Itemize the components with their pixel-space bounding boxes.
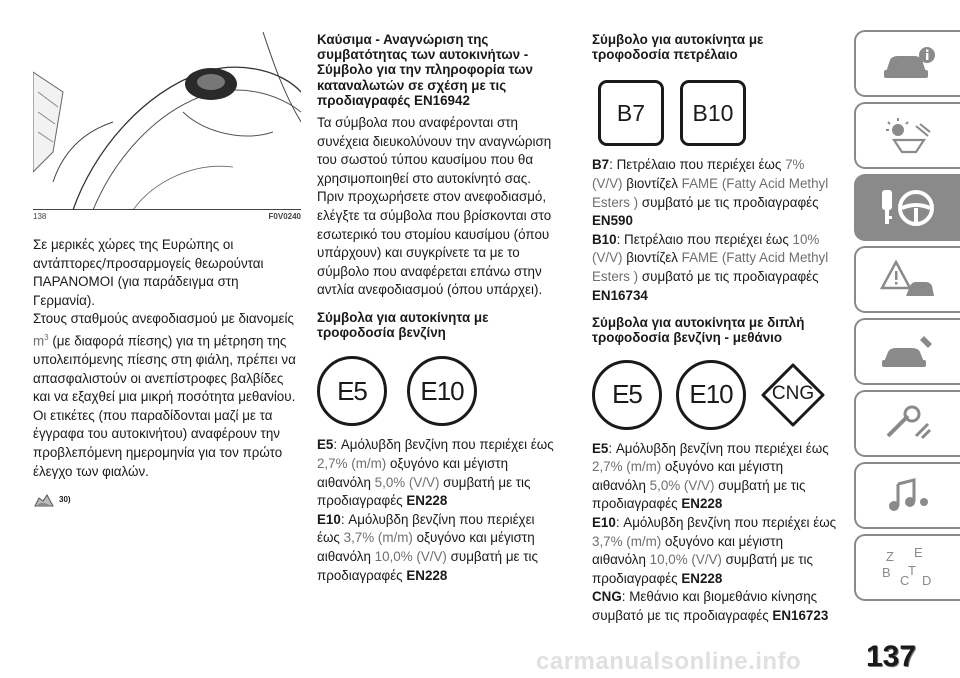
- e10-description: E10: Αμόλυβδη βενζίνη που περιέχει έως 3,7% (m/m) οξυγόνο και μέγιστη αιθανόλη 10,0% (V/V) συμβατή με τις προδιαγραφές EN228: [317, 511, 538, 583]
- car-info-icon: [880, 44, 936, 84]
- watermark: carmanualsonline.info: [536, 648, 802, 675]
- fuel-filler-illustration: [33, 32, 301, 210]
- warning-reference[interactable]: [33, 491, 301, 510]
- b10-description: B10: Πετρέλαιο που περιέχει έως 10% (V/V) βιοντίζελ FAME (Fatty Acid Methyl Esters ) συμβατό με τις προδιαγραφές EN16734: [592, 231, 829, 303]
- petrol-heading: Σύμβολα για αυτοκίνητα με τροφοδοσία βενζίνη: [317, 309, 489, 341]
- index-letter-z: Z: [886, 548, 894, 564]
- hand-warning-icon: [33, 492, 55, 508]
- dashboard-lights-icon: [880, 116, 936, 156]
- petrol-badges: [317, 356, 559, 426]
- index-letter-b: B: [882, 564, 891, 580]
- figure-caption: [33, 212, 301, 222]
- warning-triangle-icon: [880, 260, 936, 300]
- cng-label: CNG: [771, 383, 815, 405]
- bifuel-e10-description: E10: Αμόλυβδη βενζίνη που περιέχει έως 3,7% (m/m) οξυγόνο και μέγιστη αιθανόλη 10,0% (V/V) συμβατή με τις προδιαγραφές EN228: [592, 514, 837, 586]
- badge-e10: E10: [407, 356, 477, 426]
- figure-code: F0V0240: [268, 212, 301, 221]
- col1-paragraph-2: [33, 310, 301, 481]
- cng-description: CNG: Μεθάνιο και βιομεθάνιο κίνησης συμβατό με τις προδιαγραφές EN16723: [592, 589, 829, 623]
- bifuel-heading: Σύμβολα για αυτοκίνητα με διπλή τροφοδοσία βενζίνη - μεθάνιο: [592, 315, 805, 346]
- badge-bifuel-e10: E10: [676, 360, 746, 430]
- chapter-tabs: [854, 30, 960, 606]
- fuel-compat-heading: Καύσιμα - Αναγνώριση της συμβατότητας των αυτοκινήτων - Σύμβολο για την πληροφορία των καταναλωτών σε σχέση με τις προδιαγραφές EN16942: [317, 32, 533, 108]
- tab-key-steering[interactable]: [854, 174, 960, 241]
- tab-car-info[interactable]: [854, 30, 960, 97]
- page-number: 137: [866, 640, 917, 673]
- badge-b7: B7: [598, 80, 664, 146]
- col1-paragraph-1: Σε μερικές χώρες της Ευρώπης οι αντάπτορες/προσαρμογείς θεωρούνται ΠΑΡΑΝΟΜΟΙ (για παράδειγμα στη Γερμανία).: [33, 237, 264, 308]
- figure-number: 138: [33, 212, 47, 221]
- tab-car-service[interactable]: [854, 318, 960, 385]
- diesel-badges: [598, 80, 838, 146]
- index-letter-d: D: [922, 572, 932, 588]
- tab-warning-safety[interactable]: [854, 246, 960, 313]
- warning-ref-number: 30): [59, 495, 71, 505]
- right-column: [592, 32, 838, 626]
- unit-sup: 3: [44, 332, 49, 342]
- key-steering-icon: [878, 186, 938, 230]
- tab-index[interactable]: [854, 534, 960, 601]
- car-service-icon: [880, 332, 936, 372]
- tab-dashboard-lights[interactable]: [854, 102, 960, 169]
- index-letter-t: T: [908, 562, 916, 578]
- col1-paragraph-2b: (με διαφορά πίεσης) για τη μέτρηση της υπολειπόμενης πίεσης στη φιάλη, πρέπει να απασφαλιστούν οι ανεπίστροφες βαλβίδες και να εξαχθεί μια μικρή ποσότητα μεθανίου. Οι ετικέτες (που παραδίδονται μαζί με τα έγγραφα του αυτοκινήτου) αναφέρουν την προβλεπόμενη ημερομηνία για τον πρώτο έλεγχο των φιαλών.: [33, 333, 296, 479]
- unit-m: m: [33, 333, 45, 349]
- index-letter-c: C: [900, 572, 910, 588]
- bifuel-e5-description: E5: Αμόλυβδη βενζίνη που περιέχει έως 2,7% (m/m) οξυγόνο και μέγιστη αιθανόλη 5,0% (V/V) συμβατή με τις προδιαγραφές EN228: [592, 440, 829, 512]
- col1-paragraph-2a: Στους σταθμούς ανεφοδιασμού με διανομείς: [33, 311, 294, 327]
- middle-column: [317, 32, 559, 585]
- diesel-heading: Σύμβολο για αυτοκίνητα με τροφοδοσία πετρέλαιο: [592, 32, 764, 63]
- badge-b10: B10: [680, 80, 746, 146]
- index-letter-e: E: [914, 544, 923, 560]
- badge-e5: E5: [317, 356, 387, 426]
- tab-tech-data[interactable]: [854, 390, 960, 457]
- fuel-compat-intro: Τα σύμβολα που αναφέρονται στη συνέχεια διευκολύνουν την αναγνώριση του σωστού τύπου καυσίμου που θα χρησιμοποιηθεί στο αυτοκίνητό σας. Πριν προχωρήσετε στον ανεφοδιασμό, ελέγξτε τα σύμβολα που βρίσκονται στο εσωτερικό του στομίου καυσίμου (όπου υπάρχουν) και συγκρίνετε τα με το σύμβολο που αναφέρεται επάνω στην αντλία ανεφοδιασμού (όπου υπάρχει).: [317, 115, 552, 298]
- badge-bifuel-e5: E5: [592, 360, 662, 430]
- badge-cng: [760, 362, 826, 428]
- tech-data-icon: [880, 404, 936, 444]
- e5-description: E5: Αμόλυβδη βενζίνη που περιέχει έως 2,7% (m/m) οξυγόνο και μέγιστη αιθανόλη 5,0% (V/V) συμβατή με τις προδιαγραφές EN228: [317, 437, 554, 509]
- index-letters-icon: [880, 545, 936, 591]
- left-column: [33, 32, 301, 510]
- fuel-filler-figure: [33, 32, 301, 210]
- bifuel-badges: [592, 360, 838, 430]
- multimedia-icon: [880, 476, 936, 516]
- tab-multimedia[interactable]: [854, 462, 960, 529]
- b7-description: B7: Πετρέλαιο που περιέχει έως 7% (V/V) βιοντίζελ FAME (Fatty Acid Methyl Esters ) συμβατό με τις προδιαγραφές EN590: [592, 157, 829, 229]
